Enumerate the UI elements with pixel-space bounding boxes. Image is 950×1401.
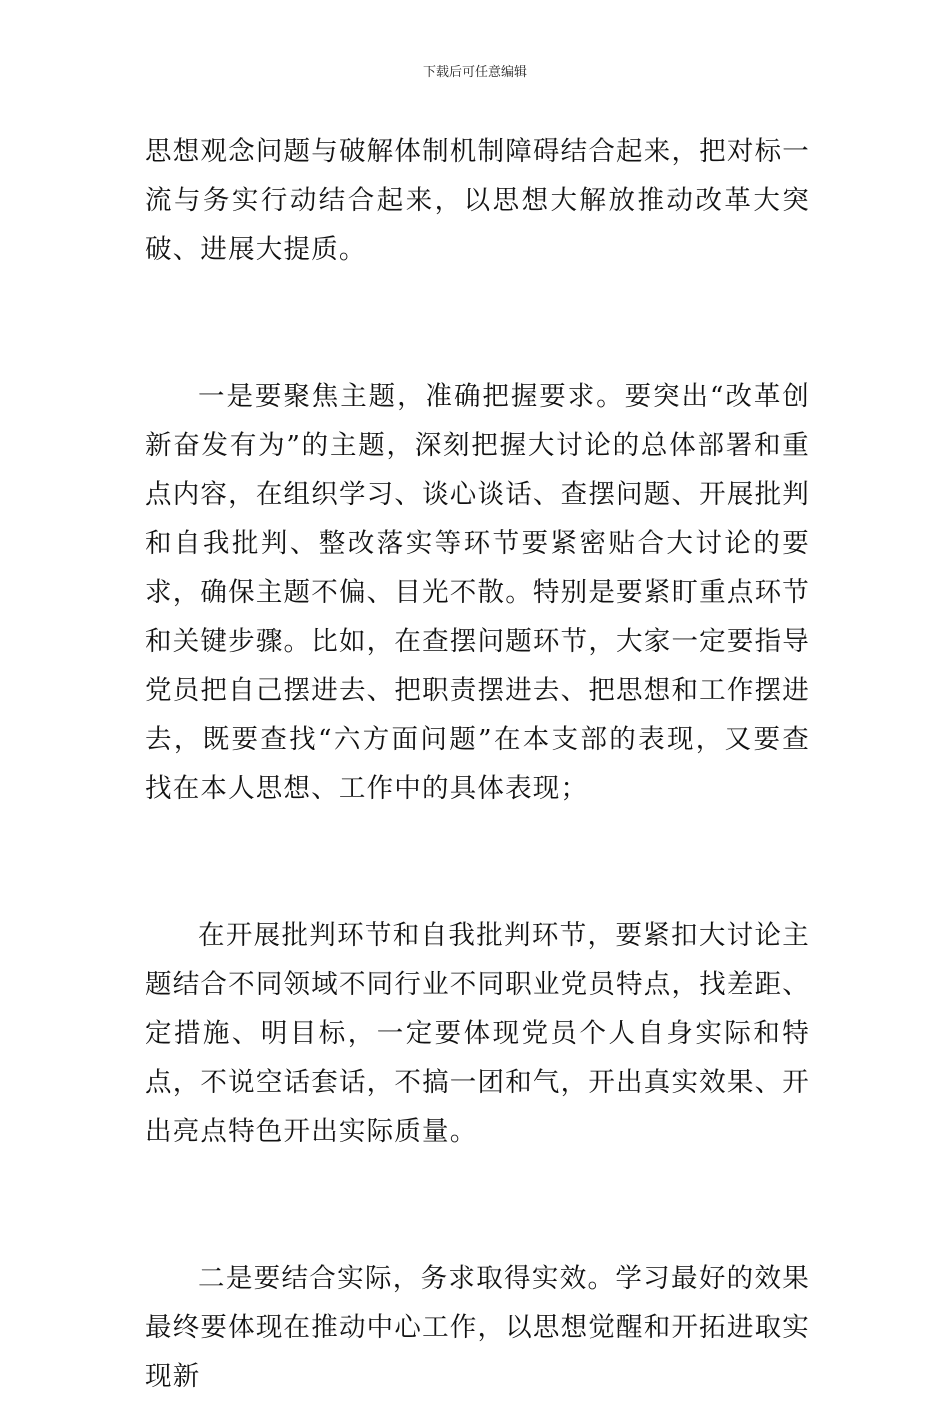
paragraph-continuation: 思想观念问题与破解体制机制障碍结合起来，把对标一流与务实行动结合起来，以思想大解放推动改革大突破、进展大提质。: [145, 136, 810, 265]
paragraph-practical-results: 二是要结合实际，务求取得实效。学习最好的效果最终要体现在推动中心工作，以思想觉醒和开拓进取实现新: [145, 1263, 810, 1392]
paragraph-gap: [145, 813, 810, 911]
document-body: [145, 127, 810, 1401]
paragraph-gap: [145, 1156, 810, 1254]
page-header-note: 下载后可任意编辑: [422, 65, 527, 80]
paragraph-focus-theme: 一是要聚焦主题，准确把握要求。要突出“改革创新奋发有为”的主题，深刻把握大讨论的总体部署和重点内容，在组织学习、谈心谈话、查摆问题、开展批判和自我批判、整改落实等环节要紧密贴合大讨论的要求，确保主题不偏、目光不散。特别是要紧盯重点环节和关键步骤。比如，在查摆问题环节，大家一定要指导党员把自己摆进去、把职责摆进去、把思想和工作摆进去，既要查找“六方面问题”在本支部的表现，又要查找在本人思想、工作中的具体表现；: [145, 381, 810, 804]
paragraph-criticism: 在开展批判环节和自我批判环节，要紧扣大讨论主题结合不同领域不同行业不同职业党员特点，找差距、定措施、明目标，一定要体现党员个人自身实际和特点，不说空话套话，不搞一团和气，开出真实效果、开出亮点特色开出实际质量。: [145, 920, 810, 1147]
paragraph-gap: [145, 274, 810, 372]
